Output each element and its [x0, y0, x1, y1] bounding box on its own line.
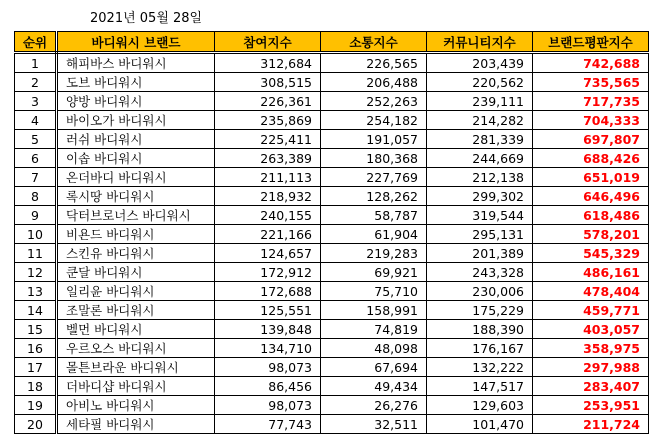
rank-cell: 9	[15, 206, 57, 225]
brand-cell: 우르오스 바디워시	[57, 339, 215, 358]
table-row	[15, 320, 649, 339]
reputation-cell: 688,426	[533, 149, 649, 168]
table-row	[15, 339, 649, 358]
rank-cell: 8	[15, 187, 57, 206]
brand-cell: 스킨유 바디워시	[57, 244, 215, 263]
participation-cell: 134,710	[215, 339, 321, 358]
participation-cell: 221,166	[215, 225, 321, 244]
rank-cell: 13	[15, 282, 57, 301]
table-row	[15, 53, 649, 73]
brand-reputation-table	[14, 31, 649, 434]
reputation-cell: 735,565	[533, 73, 649, 92]
brand-cell: 쿤달 바디워시	[57, 263, 215, 282]
rank-cell: 6	[15, 149, 57, 168]
brand-cell: 이솝 바디워시	[57, 149, 215, 168]
rank-cell: 4	[15, 111, 57, 130]
reputation-cell: 717,735	[533, 92, 649, 111]
table-row	[15, 111, 649, 130]
community-cell: 230,006	[427, 282, 533, 301]
header-reputation: 브랜드평판지수	[533, 32, 649, 53]
reputation-cell: 297,988	[533, 358, 649, 377]
participation-cell: 125,551	[215, 301, 321, 320]
communication-cell: 219,283	[321, 244, 427, 263]
community-cell: 147,517	[427, 377, 533, 396]
date-label: 2021년 05월 28일	[90, 11, 203, 26]
brand-cell: 일리윤 바디워시	[57, 282, 215, 301]
participation-cell: 124,657	[215, 244, 321, 263]
community-cell: 214,282	[427, 111, 533, 130]
communication-cell: 252,263	[321, 92, 427, 111]
participation-cell: 240,155	[215, 206, 321, 225]
communication-cell: 180,368	[321, 149, 427, 168]
brand-cell: 벨먼 바디워시	[57, 320, 215, 339]
brand-cell: 바이오가 바디워시	[57, 111, 215, 130]
community-cell: 175,229	[427, 301, 533, 320]
community-cell: 243,328	[427, 263, 533, 282]
participation-cell: 225,411	[215, 130, 321, 149]
community-cell: 295,131	[427, 225, 533, 244]
rank-cell: 11	[15, 244, 57, 263]
communication-cell: 191,057	[321, 130, 427, 149]
reputation-cell: 478,404	[533, 282, 649, 301]
participation-cell: 86,456	[215, 377, 321, 396]
header-brand: 바디워시 브랜드	[57, 32, 215, 53]
community-cell: 319,544	[427, 206, 533, 225]
brand-cell: 세타필 바디워시	[57, 415, 215, 434]
header-rank: 순위	[15, 32, 57, 53]
participation-cell: 98,073	[215, 358, 321, 377]
table-row	[15, 149, 649, 168]
participation-cell: 218,932	[215, 187, 321, 206]
rank-cell: 18	[15, 377, 57, 396]
community-cell: 101,470	[427, 415, 533, 434]
communication-cell: 75,710	[321, 282, 427, 301]
table-row	[15, 377, 649, 396]
participation-cell: 139,848	[215, 320, 321, 339]
community-cell: 220,562	[427, 73, 533, 92]
reputation-cell: 697,807	[533, 130, 649, 149]
communication-cell: 226,565	[321, 53, 427, 73]
communication-cell: 26,276	[321, 396, 427, 415]
community-cell: 176,167	[427, 339, 533, 358]
brand-cell: 조말론 바디워시	[57, 301, 215, 320]
table-row	[15, 187, 649, 206]
participation-cell: 172,688	[215, 282, 321, 301]
brand-cell: 아비노 바디워시	[57, 396, 215, 415]
communication-cell: 227,769	[321, 168, 427, 187]
reputation-cell: 545,329	[533, 244, 649, 263]
table-header-row	[15, 32, 649, 53]
table-row	[15, 92, 649, 111]
participation-cell: 263,389	[215, 149, 321, 168]
community-cell: 239,111	[427, 92, 533, 111]
participation-cell: 235,869	[215, 111, 321, 130]
reputation-cell: 651,019	[533, 168, 649, 187]
brand-cell: 더바디샵 바디워시	[57, 377, 215, 396]
communication-cell: 32,511	[321, 415, 427, 434]
header-communication: 소통지수	[321, 32, 427, 53]
rank-cell: 12	[15, 263, 57, 282]
reputation-cell: 358,975	[533, 339, 649, 358]
communication-cell: 128,262	[321, 187, 427, 206]
reputation-cell: 211,724	[533, 415, 649, 434]
header-participation: 참여지수	[215, 32, 321, 53]
table-row	[15, 358, 649, 377]
table-row	[15, 206, 649, 225]
brand-cell: 닥터브로너스 바디워시	[57, 206, 215, 225]
brand-cell: 러쉬 바디워시	[57, 130, 215, 149]
rank-cell: 16	[15, 339, 57, 358]
reputation-cell: 578,201	[533, 225, 649, 244]
community-cell: 201,389	[427, 244, 533, 263]
table-row	[15, 282, 649, 301]
communication-cell: 254,182	[321, 111, 427, 130]
participation-cell: 226,361	[215, 92, 321, 111]
participation-cell: 308,515	[215, 73, 321, 92]
reputation-cell: 618,486	[533, 206, 649, 225]
community-cell: 212,138	[427, 168, 533, 187]
rank-cell: 20	[15, 415, 57, 434]
rank-cell: 5	[15, 130, 57, 149]
reputation-cell: 253,951	[533, 396, 649, 415]
table-row	[15, 396, 649, 415]
communication-cell: 206,488	[321, 73, 427, 92]
community-cell: 281,339	[427, 130, 533, 149]
table-row	[15, 225, 649, 244]
table-row	[15, 130, 649, 149]
rank-cell: 7	[15, 168, 57, 187]
brand-cell: 해피바스 바디워시	[57, 53, 215, 73]
reputation-cell: 486,161	[533, 263, 649, 282]
reputation-cell: 459,771	[533, 301, 649, 320]
communication-cell: 49,434	[321, 377, 427, 396]
brand-cell: 록시땅 바디워시	[57, 187, 215, 206]
table-row	[15, 415, 649, 434]
participation-cell: 172,912	[215, 263, 321, 282]
header-community: 커뮤니티지수	[427, 32, 533, 53]
reputation-cell: 403,057	[533, 320, 649, 339]
communication-cell: 74,819	[321, 320, 427, 339]
rank-cell: 17	[15, 358, 57, 377]
communication-cell: 58,787	[321, 206, 427, 225]
brand-cell: 비욘드 바디워시	[57, 225, 215, 244]
participation-cell: 98,073	[215, 396, 321, 415]
communication-cell: 48,098	[321, 339, 427, 358]
rank-cell: 19	[15, 396, 57, 415]
communication-cell: 69,921	[321, 263, 427, 282]
table-row	[15, 244, 649, 263]
brand-cell: 양방 바디워시	[57, 92, 215, 111]
reputation-cell: 704,333	[533, 111, 649, 130]
communication-cell: 61,904	[321, 225, 427, 244]
rank-cell: 3	[15, 92, 57, 111]
rank-cell: 14	[15, 301, 57, 320]
rank-cell: 15	[15, 320, 57, 339]
table-row	[15, 301, 649, 320]
brand-cell: 온더바디 바디워시	[57, 168, 215, 187]
communication-cell: 158,991	[321, 301, 427, 320]
rank-cell: 1	[15, 53, 57, 73]
community-cell: 203,439	[427, 53, 533, 73]
table-body	[15, 53, 649, 434]
community-cell: 244,669	[427, 149, 533, 168]
table-row	[15, 263, 649, 282]
table-row	[15, 168, 649, 187]
brand-cell: 도브 바디워시	[57, 73, 215, 92]
participation-cell: 211,113	[215, 168, 321, 187]
community-cell: 132,222	[427, 358, 533, 377]
participation-cell: 77,743	[215, 415, 321, 434]
community-cell: 129,603	[427, 396, 533, 415]
brand-cell: 몰튼브라운 바디워시	[57, 358, 215, 377]
rank-cell: 2	[15, 73, 57, 92]
community-cell: 299,302	[427, 187, 533, 206]
community-cell: 188,390	[427, 320, 533, 339]
table-row	[15, 73, 649, 92]
rank-cell: 10	[15, 225, 57, 244]
participation-cell: 312,684	[215, 53, 321, 73]
reputation-cell: 283,407	[533, 377, 649, 396]
reputation-cell: 646,496	[533, 187, 649, 206]
communication-cell: 67,694	[321, 358, 427, 377]
reputation-cell: 742,688	[533, 53, 649, 73]
